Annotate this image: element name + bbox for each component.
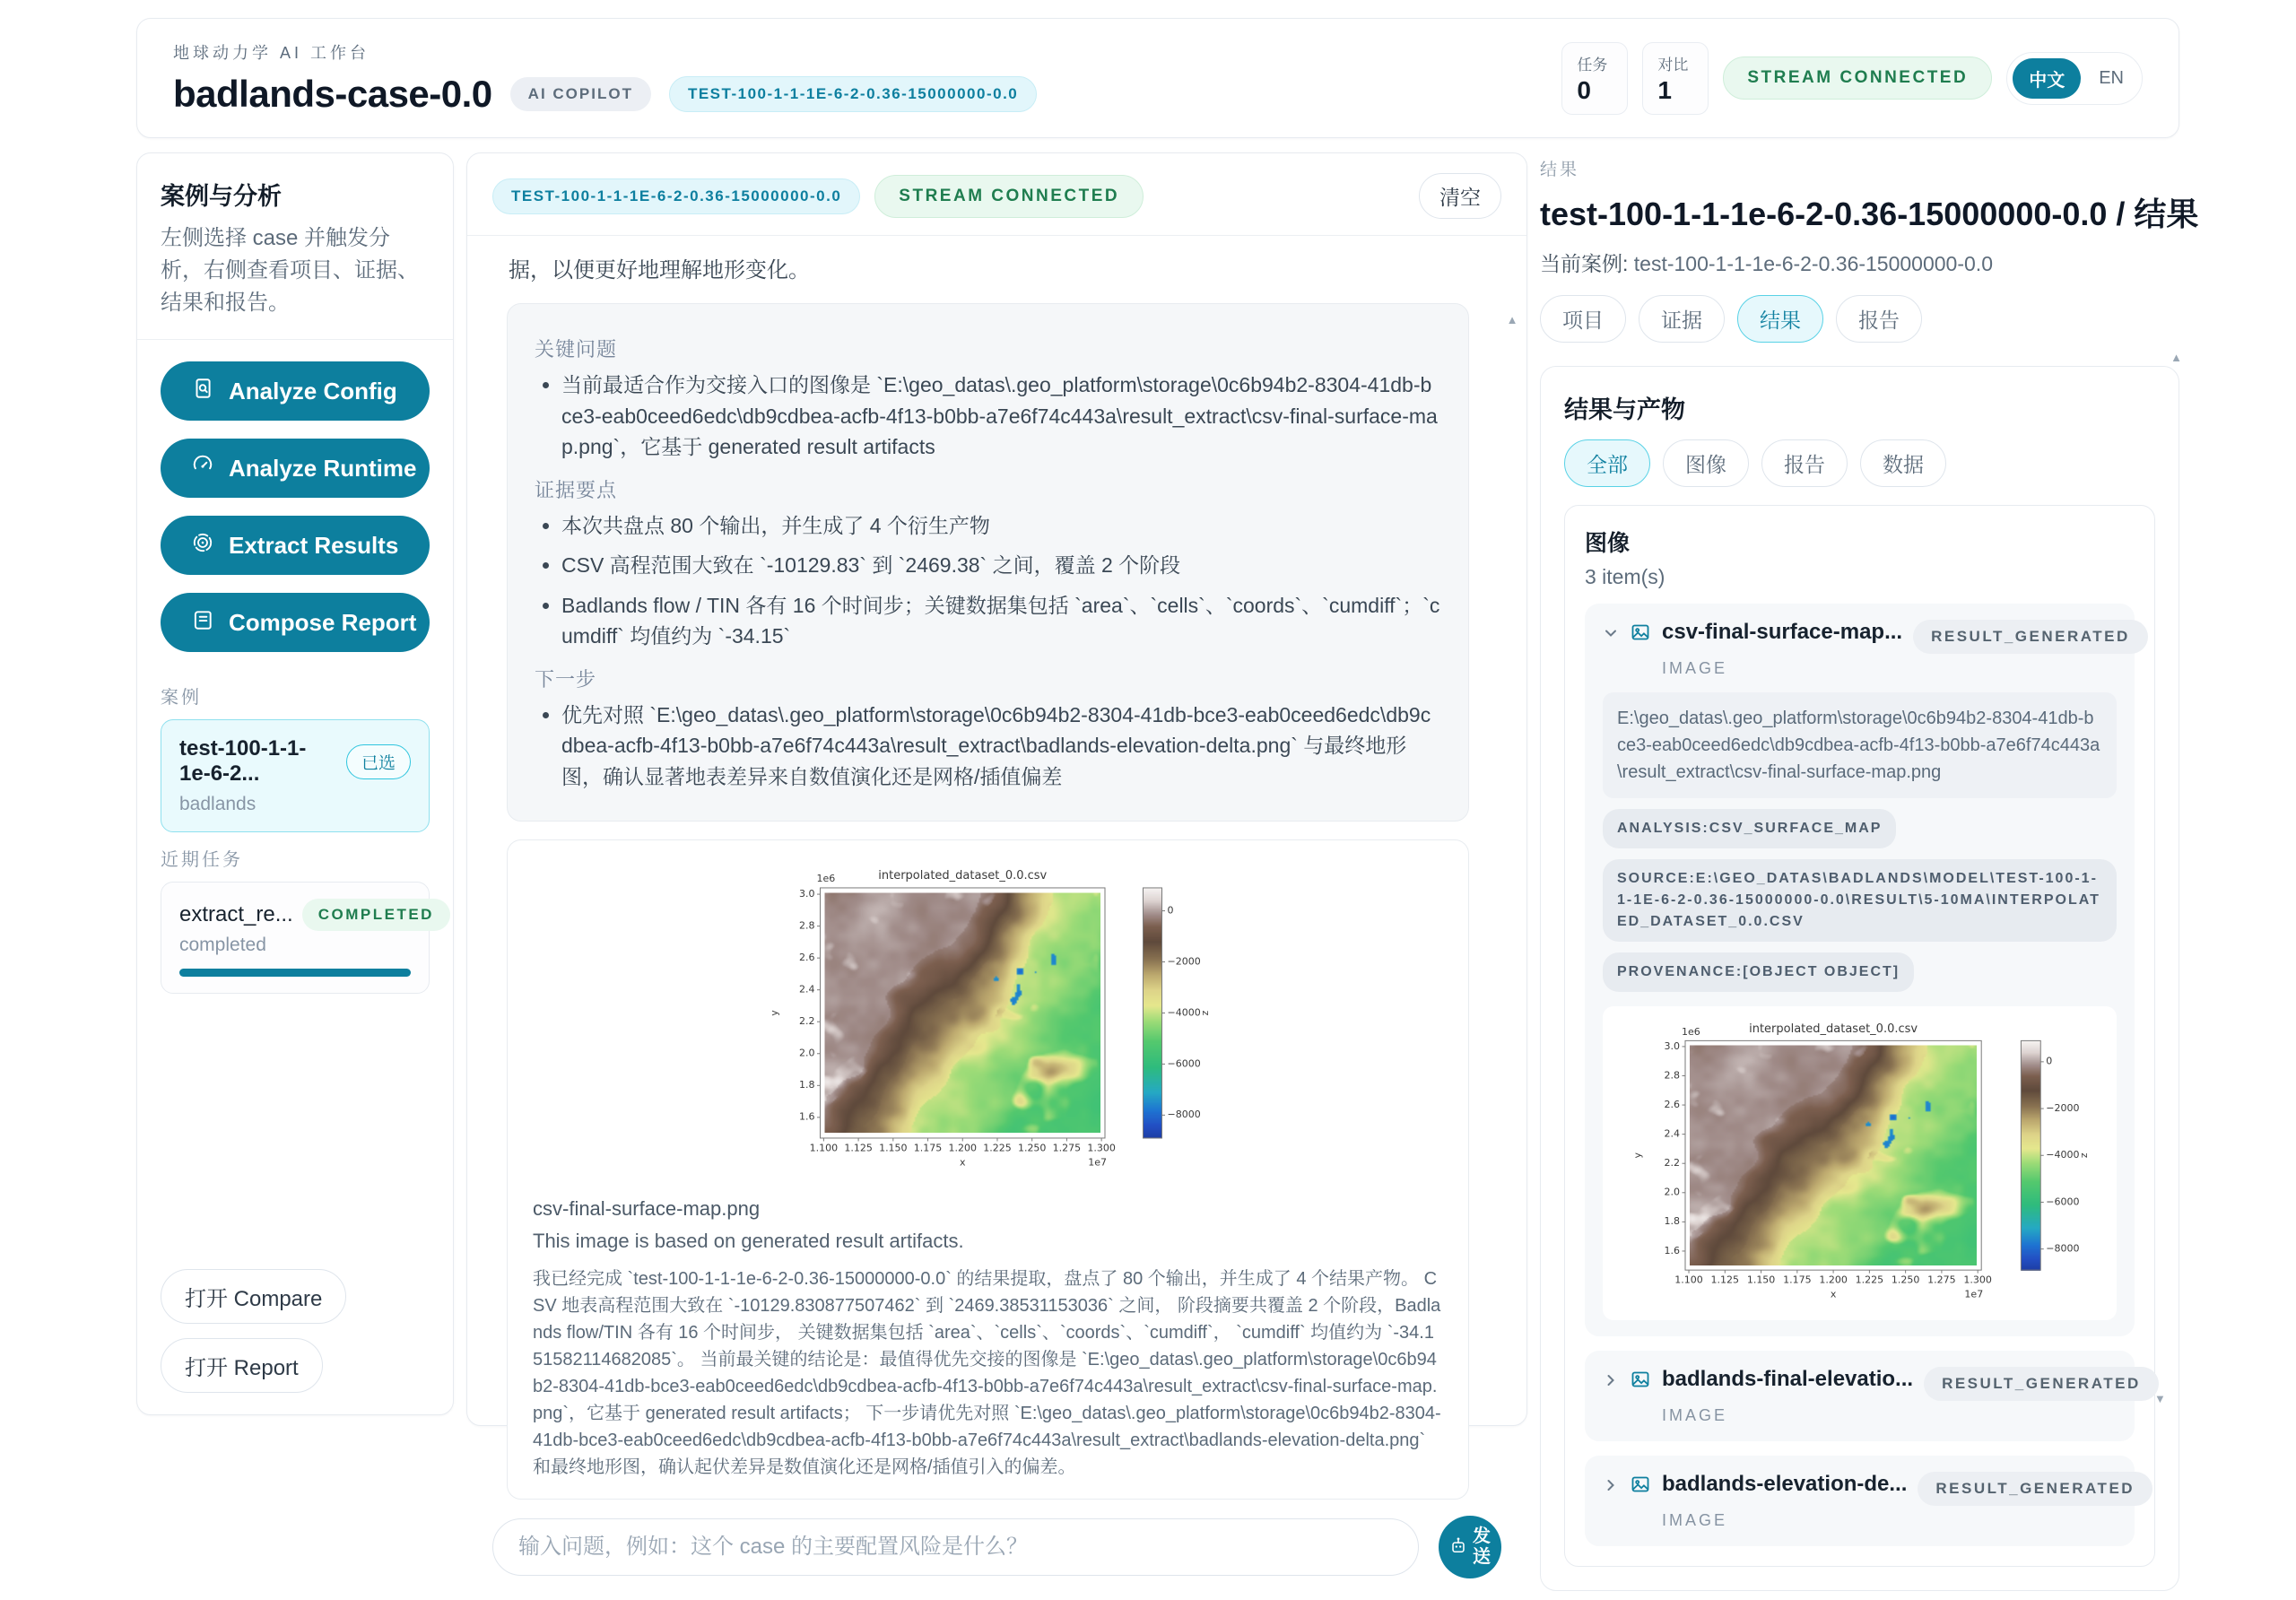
selected-badge: 已选 bbox=[346, 744, 411, 779]
current-case-value: test-100-1-1-1e-6-2-0.36-15000000-0.0 bbox=[1633, 252, 1993, 275]
results-tab-row bbox=[1540, 295, 2179, 343]
case-section-label: 案例 bbox=[161, 688, 202, 708]
current-case-label: 当前案例: bbox=[1540, 252, 1629, 275]
document-search-icon bbox=[191, 377, 214, 406]
summary-bullet: • 当前最适合作为交接入口的图像是 `E:\geo_datas\.geo_platform\storage\0c6b94b2-8304-41db-bce3-eab0ceed6edc\db9cdbea-acfb-4f13-b0bb-a7e6f74c443a\result_extract\csv-final-surface-map.png`，它基于 generated result artifacts bbox=[561, 370, 1441, 463]
task-status-badge: COMPLETED bbox=[302, 899, 450, 931]
clear-button[interactable]: 清空 bbox=[1419, 173, 1501, 219]
surface-map-chart bbox=[764, 860, 1213, 1183]
page-title: badlands-case-0.0 bbox=[173, 73, 492, 115]
sidebar bbox=[136, 152, 454, 1415]
images-group-card bbox=[1564, 505, 2155, 1567]
artifact-type-label: IMAGE bbox=[1662, 1406, 1728, 1424]
sidebar-heading: 案例与分析 bbox=[161, 183, 282, 210]
artifact-name: csv-final-surface-map... bbox=[1662, 620, 1903, 644]
previous-message-tail: 据，以便更好地理解地形变化。 bbox=[509, 258, 810, 283]
chat-case-badge: TEST-100-1-1-1E-6-2-0.36-15000000-0.0 bbox=[492, 178, 860, 214]
image-summary-paragraph: 我已经完成 `test-100-1-1-1e-6-2-0.36-15000000-0.0` 的结果提取，盘点了 80 个输出，并生成了 4 个结果产物。 CSV 地表高程范围大致在 `-10129.830877507462` 到 `2469.38531153036` 之间， 阶段摘要共覆盖 2 个阶段，Badlands flow/TIN 各有 16 个时间步， 关键数据集包括 `area`、`cells`、`coords`、`cumdiff`， `cumdiff` 均值约为 `-34.151582114682085`。 当前最关键的结论是：最值得优先交接的图像是 `E:\geo_datas\.geo_platform\storage\0c6b94b2-8304-41db-bce3-eab0ceed6edc\db9cdbea-acfb-4f13-b0bb-a7e6f74c443a\result_extract\csv-final-surface-map.png`，它基于 generated result artifacts； 下一步请优先对照 `E:\geo_datas\.geo_platform\storage\0c6b94b2-8304-41db-bce3-eab0ceed6edc\db9cdbea-acfb-4f13-b0bb-a7e6f74c443a\result_extract\badlands-elevation-delta.png` 和最终地形图，确认起伏差异是数值演化还是网格/插值引入的偏差。 bbox=[533, 1269, 1441, 1477]
lang-zh-button[interactable]: 中文 bbox=[2013, 58, 2081, 99]
artifact-item-badlands-final-elevation[interactable] bbox=[1585, 1351, 2141, 1441]
chevron-down-icon[interactable] bbox=[1603, 625, 1619, 646]
images-group-count: 3 item(s) bbox=[1585, 565, 1665, 588]
tasks-stat-value: 0 bbox=[1577, 75, 1591, 104]
case-id-badge: TEST-100-1-1-1E-6-2-0.36-15000000-0.0 bbox=[669, 76, 1037, 112]
provenance-meta-badge: PROVENANCE:[OBJECT OBJECT] bbox=[1603, 952, 1914, 992]
compare-stat-value: 1 bbox=[1657, 75, 1672, 104]
artifact-thumbnail[interactable] bbox=[1603, 1006, 2117, 1320]
case-subtitle: badlands bbox=[179, 794, 257, 814]
results-panel-label: 结果 bbox=[1540, 161, 1580, 179]
summary-section-heading: 下一步 bbox=[535, 667, 597, 691]
top-bar-left bbox=[173, 40, 1037, 116]
lang-en-button[interactable]: EN bbox=[2099, 67, 2124, 88]
chat-scrollbar[interactable] bbox=[1506, 313, 1518, 1383]
source-meta-badge: SOURCE:E:\GEO_DATAS\BADLANDS\MODEL\TEST-100-1-1-1E-6-2-0.36-15000000-0.0\RESULT\5-10MA\INTERPOLATED_DATASET_0.0.CSV bbox=[1603, 859, 2117, 942]
image-note: This image is based on generated result artifacts. bbox=[533, 1230, 964, 1252]
filter-reports[interactable]: 报告 bbox=[1761, 439, 1848, 487]
task-progress-fill bbox=[179, 969, 411, 977]
image-message-card bbox=[507, 839, 1469, 1500]
tasks-section-label: 近期任务 bbox=[161, 850, 243, 870]
copilot-badge: AI COPILOT bbox=[510, 77, 651, 111]
summary-bullet: • Badlands flow / TIN 各有 16 个时间步；关键数据集包括 `area`、`cells`、`coords`、`cumdiff`；`cumdiff` 均值约为 `-34.15` bbox=[561, 590, 1441, 652]
surface-map-thumbnail bbox=[1627, 1015, 2093, 1311]
artifact-name: badlands-elevation-de... bbox=[1662, 1472, 1908, 1496]
compare-stat-card bbox=[1642, 42, 1709, 115]
case-name: test-100-1-1-1e-6-2... bbox=[179, 736, 307, 786]
summary-section-heading: 关键问题 bbox=[535, 338, 618, 361]
action-label: Analyze Runtime bbox=[229, 454, 417, 482]
scroll-down-icon[interactable]: ▼ bbox=[2154, 1392, 2166, 1405]
workbench-page bbox=[136, 18, 2199, 1591]
stream-status-badge: STREAM CONNECTED bbox=[1723, 57, 1992, 100]
image-file-icon bbox=[1630, 1369, 1651, 1395]
open-report-button[interactable]: 打开 Report bbox=[161, 1338, 323, 1393]
image-caption: csv-final-surface-map.png bbox=[533, 1197, 761, 1220]
extract-results-button[interactable] bbox=[161, 516, 430, 575]
analysis-meta-badge: ANALYSIS:CSV_SURFACE_MAP bbox=[1603, 809, 1896, 848]
artifacts-heading: 结果与产物 bbox=[1564, 396, 1685, 423]
chat-stream-badge: STREAM CONNECTED bbox=[874, 175, 1144, 218]
images-group-heading: 图像 bbox=[1585, 531, 1631, 556]
sidebar-description: 左侧选择 case 并触发分析，右侧查看项目、证据、结果和报告。 bbox=[161, 226, 419, 315]
filter-data[interactable]: 数据 bbox=[1860, 439, 1946, 487]
scroll-up-icon[interactable]: ▲ bbox=[1506, 313, 1518, 326]
tab-project[interactable]: 项目 bbox=[1540, 295, 1626, 343]
send-button-label: 发送 bbox=[1473, 1526, 1491, 1567]
task-progress-track bbox=[179, 969, 411, 977]
artifact-type-label: IMAGE bbox=[1662, 659, 1728, 677]
task-name: extract_re... bbox=[179, 902, 293, 926]
image-file-icon bbox=[1630, 1474, 1651, 1500]
artifact-name: badlands-final-elevatio... bbox=[1662, 1367, 1914, 1391]
image-file-icon bbox=[1630, 622, 1651, 648]
artifact-type-label: IMAGE bbox=[1662, 1511, 1728, 1529]
summary-bullet: • 本次共盘点 80 个输出，并生成了 4 个衍生产物 bbox=[561, 510, 1441, 542]
compare-stat-label: 对比 bbox=[1657, 56, 1689, 74]
result-generated-badge: RESULT_GENERATED bbox=[1918, 1472, 2152, 1506]
artifact-item-csv-final-surface-map[interactable] bbox=[1585, 604, 2135, 1336]
tab-evidence[interactable]: 证据 bbox=[1639, 295, 1725, 343]
scroll-icon bbox=[191, 608, 214, 638]
divider bbox=[137, 339, 453, 340]
artifacts-card bbox=[1540, 351, 2182, 1591]
artifact-path: E:\geo_datas\.geo_platform\storage\0c6b94b2-8304-41db-bce3-eab0ceed6edc\db9cdbea-acfb-4f13-b0bb-a7e6f74c443a\result_extract\csv-final-surface-map.png bbox=[1603, 692, 2117, 798]
action-label: Extract Results bbox=[229, 531, 399, 559]
filter-all[interactable]: 全部 bbox=[1564, 439, 1650, 487]
app-label: 地球动力学 AI 工作台 bbox=[173, 44, 370, 62]
summary-section-heading: 证据要点 bbox=[535, 478, 618, 501]
action-label: Compose Report bbox=[229, 608, 417, 636]
assistant-summary-message bbox=[507, 303, 1469, 822]
analyze-config-button[interactable] bbox=[161, 361, 430, 421]
tab-results[interactable]: 结果 bbox=[1737, 295, 1823, 343]
result-generated-badge: RESULT_GENERATED bbox=[1924, 1367, 2159, 1401]
filter-images[interactable]: 图像 bbox=[1663, 439, 1749, 487]
language-toggle[interactable] bbox=[2006, 52, 2143, 105]
summary-bullet: • CSV 高程范围大致在 `-10129.83` 到 `2469.38` 之间，覆盖 2 个阶段 bbox=[561, 550, 1441, 581]
results-title: test-100-1-1-1e-6-2-0.36-15000000-0.0 / 结果 bbox=[1540, 196, 2199, 232]
compose-report-button[interactable] bbox=[161, 593, 430, 652]
analyze-runtime-button[interactable] bbox=[161, 439, 430, 498]
chat-message-list[interactable] bbox=[467, 236, 1526, 1500]
target-icon bbox=[191, 531, 214, 561]
scroll-up-icon[interactable]: ▲ bbox=[2170, 351, 2182, 364]
chat-input-row bbox=[467, 1500, 1526, 1600]
top-bar bbox=[136, 18, 2179, 138]
chat-header bbox=[467, 153, 1526, 235]
task-card[interactable] bbox=[161, 882, 434, 994]
tasks-stat-label: 任务 bbox=[1577, 56, 1608, 74]
chat-panel bbox=[466, 152, 1527, 1567]
chevron-right-icon[interactable] bbox=[1603, 1372, 1619, 1393]
tab-report[interactable]: 报告 bbox=[1836, 295, 1922, 343]
task-subtitle: completed bbox=[179, 935, 266, 955]
artifact-filter-row bbox=[1564, 439, 2155, 487]
tasks-stat-card bbox=[1561, 42, 1628, 115]
result-generated-badge: RESULT_GENERATED bbox=[1913, 620, 2148, 654]
artifact-item-badlands-elevation-delta[interactable] bbox=[1585, 1456, 2135, 1546]
question-input[interactable] bbox=[492, 1518, 1419, 1576]
gauge-icon bbox=[191, 454, 214, 483]
results-panel bbox=[1540, 152, 2199, 1591]
summary-bullet: • 优先对照 `E:\geo_datas\.geo_platform\storage\0c6b94b2-8304-41db-bce3-eab0ceed6edc\db9cdbea-acfb-4f13-b0bb-a7e6f74c443a\result_extract\badlands-elevation-delta.png` 与最终地形图，确认显著地表差异来自数值演化还是网格/插值偏差 bbox=[561, 700, 1441, 793]
robot-icon bbox=[1448, 1536, 1468, 1559]
action-label: Analyze Config bbox=[229, 377, 397, 404]
chevron-right-icon[interactable] bbox=[1603, 1477, 1619, 1498]
open-compare-button[interactable]: 打开 Compare bbox=[161, 1269, 346, 1324]
case-card[interactable] bbox=[161, 719, 430, 832]
send-button[interactable] bbox=[1439, 1516, 1501, 1578]
top-bar-right bbox=[1561, 42, 2143, 115]
